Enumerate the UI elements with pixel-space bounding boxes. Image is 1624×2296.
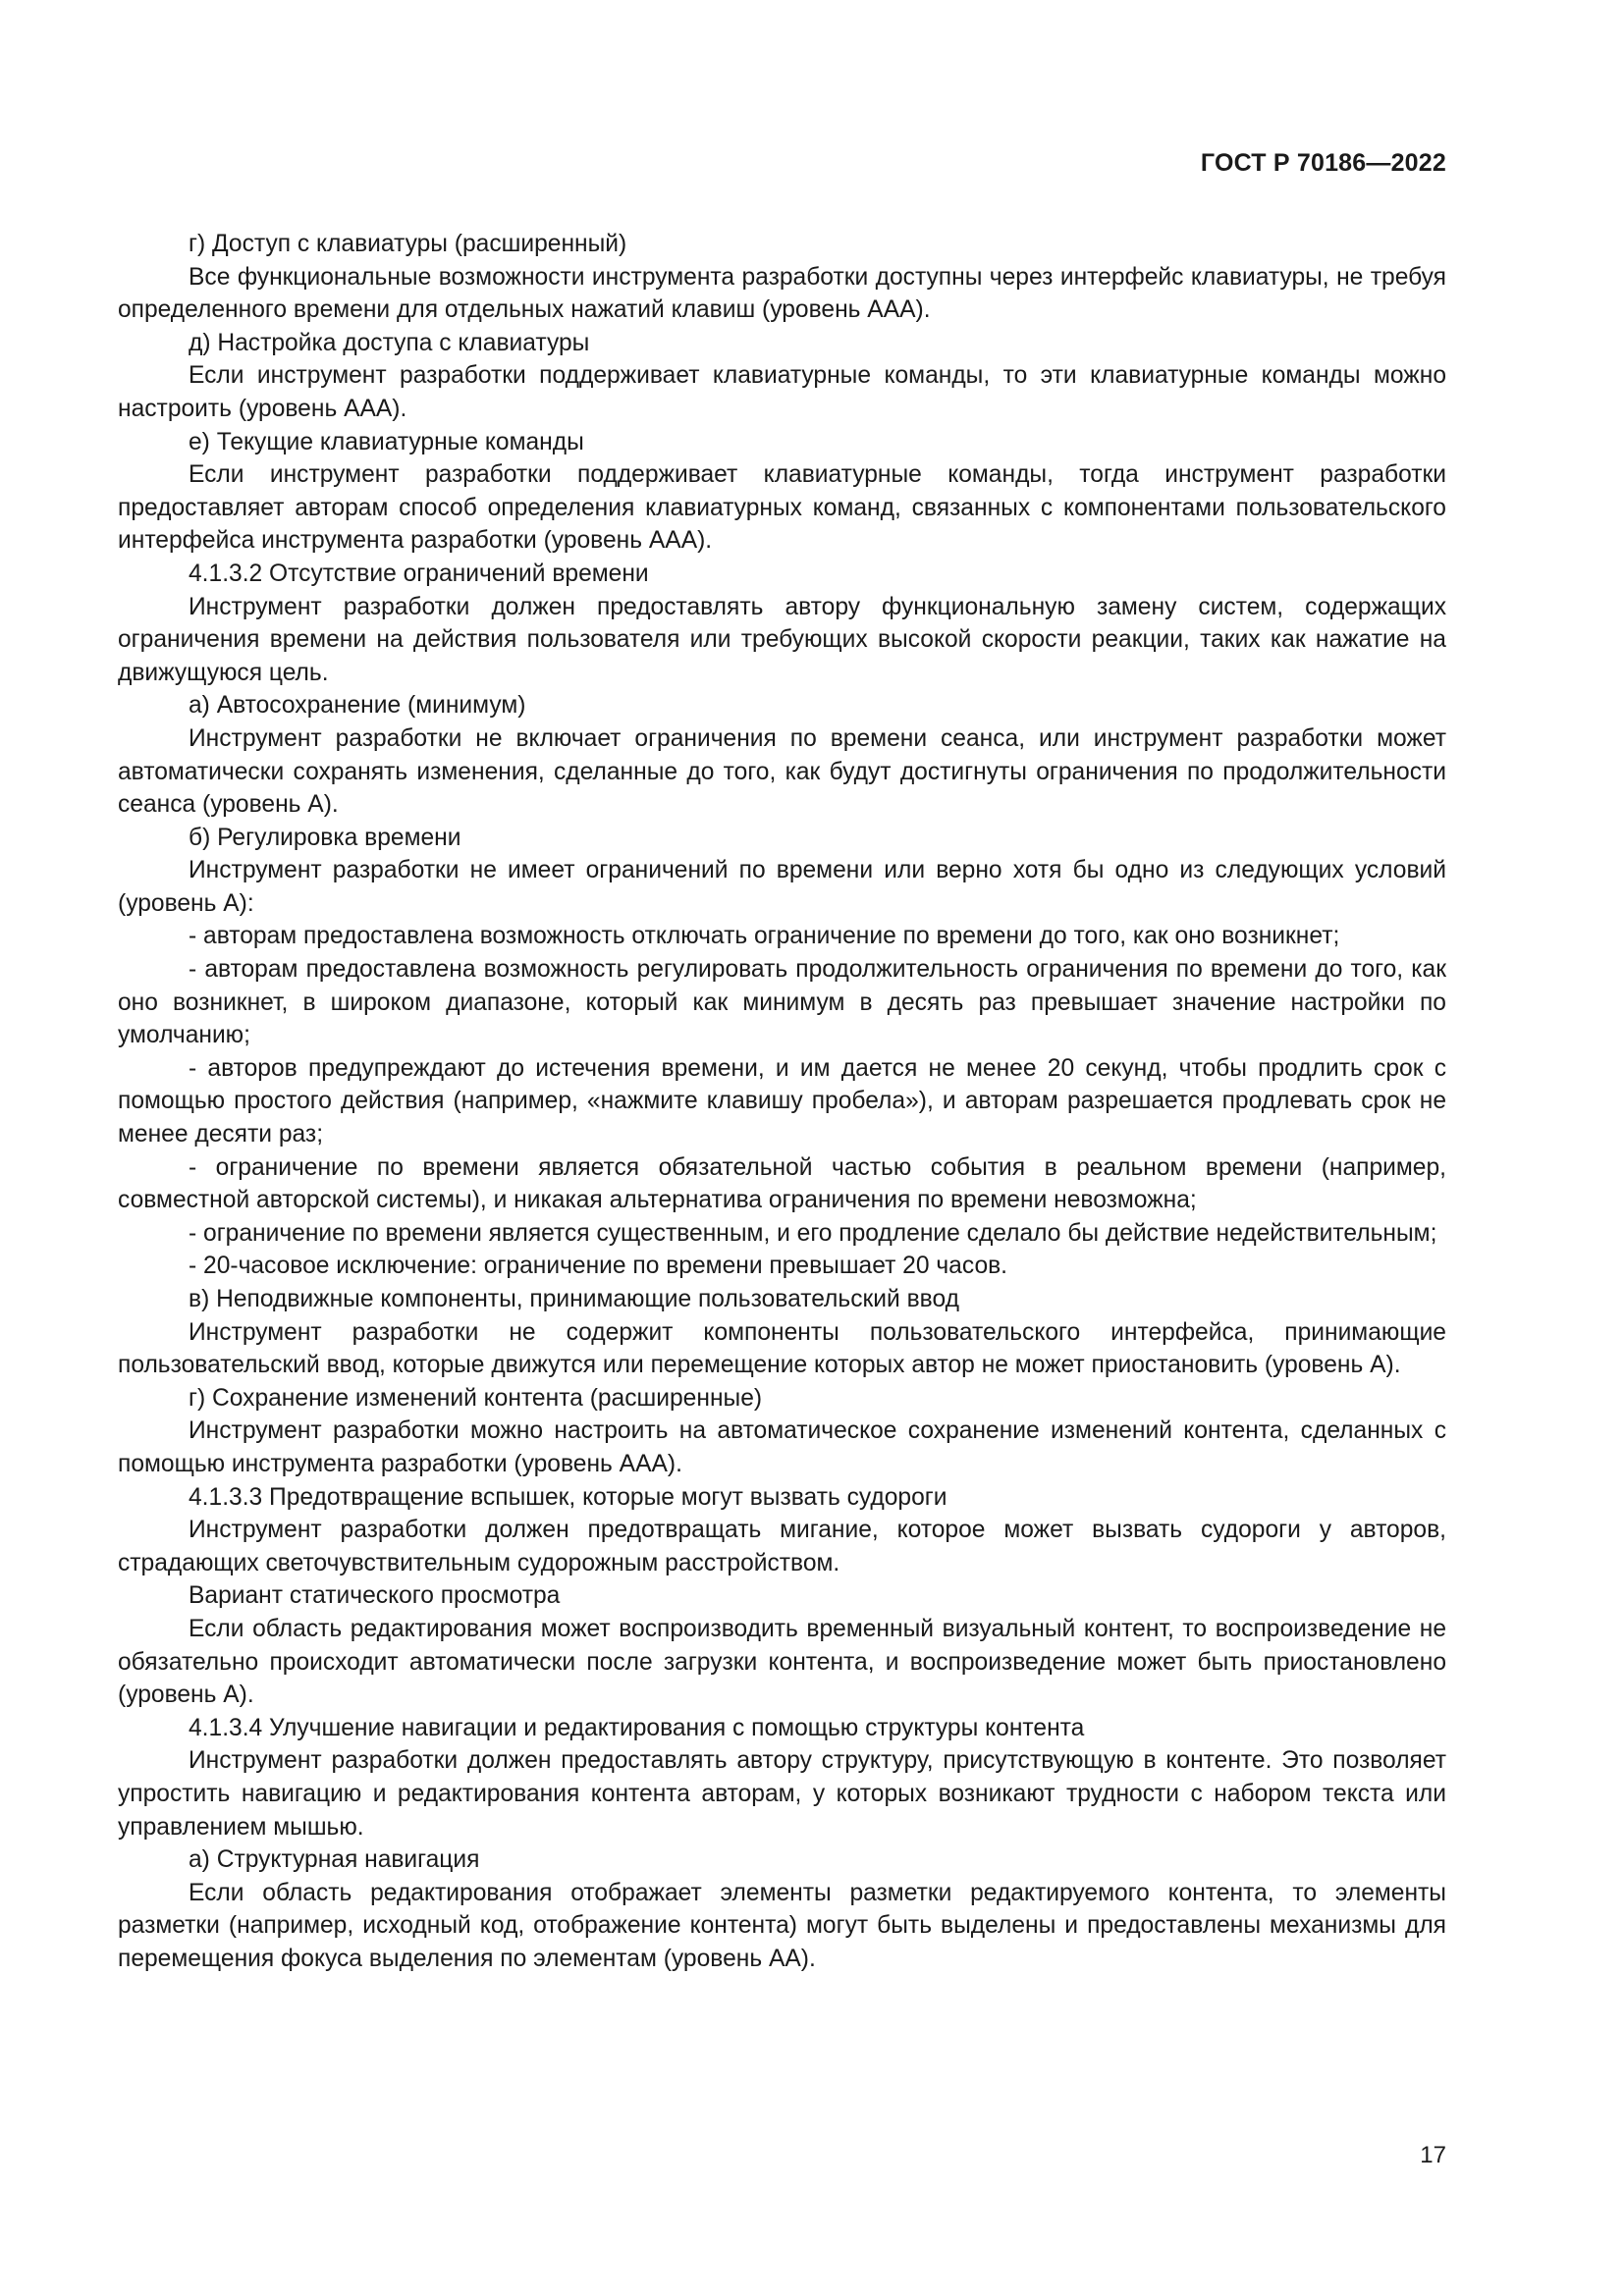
section-heading: а) Структурная навигация (189, 1846, 480, 1874)
paragraph: - авторам предоставлена возможность регулировать продолжительность ограничения по времени до того, как оно возникнет, в широком диапазоне, который как минимум в десять раз превышает значение настройки по умолчанию; (118, 956, 1446, 1049)
document-body (118, 228, 1446, 1975)
paragraph: Инструмент разработки должен предотвращать мигание, которое может вызвать судороги у авторов, страдающих светочувствительным судорожным расстройством. (118, 1517, 1446, 1576)
paragraph: Если инструмент разработки поддерживает клавиатурные команды, то эти клавиатурные команды можно настроить (уровень ААА). (118, 362, 1446, 422)
section-heading: б) Регулировка времени (189, 824, 461, 851)
paragraph: - авторов предупреждают до истечения времени, и им дается не менее 20 секунд, чтобы продлить срок с помощью простого действия (например, «нажмите клавишу пробела»), и авторам разрешается продлевать срок не менее десяти раз; (118, 1054, 1446, 1148)
paragraph: - ограничение по времени является существенным, и его продление сделало бы действие недействительным; (189, 1219, 1437, 1247)
paragraph: - авторам предоставлена возможность отключать ограничение по времени до того, как оно возникнет; (189, 923, 1340, 950)
paragraph: Если область редактирования отображает элементы разметки редактируемого контента, то элементы разметки (например, исходный код, отображение контента) могут быть выделены и предоставлены механизмы для перемещения фокуса выделения по элементам (уровень АА). (118, 1879, 1446, 1972)
section-heading: г) Доступ с клавиатуры (расширенный) (189, 231, 627, 257)
paragraph: Инструмент разработки не имеет ограничений по времени или верно хотя бы одно из следующих условий (уровень А): (118, 857, 1446, 917)
paragraph: Если область редактирования может воспроизводить временный визуальный контент, то воспроизведение не обязательно происходит автоматически после загрузки контента, и воспроизведение может быть приостановлено (уровень А). (118, 1615, 1446, 1709)
section-heading: в) Неподвижные компоненты, принимающие пользовательский ввод (189, 1286, 959, 1312)
section-heading: 4.1.3.4 Улучшение навигации и редактирования с помощью структуры контента (189, 1714, 1085, 1741)
section-heading: 4.1.3.2 Отсутствие ограничений времени (189, 560, 649, 587)
page-number: 17 (1420, 2142, 1446, 2168)
paragraph: Инструмент разработки не содержит компоненты пользовательского интерфейса, принимающие пользовательский ввод, которые движутся или перемещение которых автор не может приостановить (уровень А). (118, 1318, 1446, 1379)
paragraph: Все функциональные возможности инструмента разработки доступны через интерфейс клавиатуры, не требуя определенного времени для отдельных нажатий клавиш (уровень ААА). (118, 263, 1446, 324)
document-code: ГОСТ Р 70186—2022 (1200, 149, 1446, 177)
section-heading: е) Текущие клавиатурные команды (189, 428, 584, 455)
section-heading: - 20-часовое исключение: ограничение по времени превышает 20 часов. (189, 1253, 1008, 1280)
paragraph: Если инструмент разработки поддерживает клавиатурные команды, тогда инструмент разработки предоставляет авторам способ определения клавиатурных команд, связанных с компонентами пользовательского интерфейса инструмента разработки (уровень ААА). (118, 461, 1446, 555)
paragraph: - ограничение по времени является обязательной частью события в реальном времени (например, совместной авторской системы), и никакая альтернатива ограничения по времени невозможна; (118, 1153, 1446, 1214)
section-heading: Вариант статического просмотра (189, 1582, 561, 1610)
paragraph: Инструмент разработки должен предоставлять автору структуру, присутствующую в контенте. Это позволяет упростить навигацию и редактирования контента авторам, у которых возникают трудности с набором текста или управлением мышью. (118, 1747, 1446, 1841)
section-heading: г) Сохранение изменений контента (расширенные) (189, 1384, 763, 1412)
paragraph: Инструмент разработки должен предоставлять автору функциональную замену систем, содержащих ограничения времени на действия пользователя или требующих высокой скорости реакции, таких как нажатие на движущуюся цель. (118, 593, 1446, 686)
paragraph: Инструмент разработки можно настроить на автоматическое сохранение изменений контента, сделанных с помощью инструмента разработки (уровень ААА). (118, 1417, 1446, 1477)
section-heading: д) Настройка доступа с клавиатуры (189, 329, 590, 356)
section-heading: 4.1.3.3 Предотвращение вспышек, которые могут вызвать судороги (189, 1483, 947, 1511)
section-heading: а) Автосохранение (минимум) (189, 692, 526, 720)
paragraph: Инструмент разработки не включает ограничения по времени сеанса, или инструмент разработки может автоматически сохранять изменения, сделанные до того, как будут достигнуты ограничения по продолжительности сеанса (уровень А). (118, 724, 1446, 819)
